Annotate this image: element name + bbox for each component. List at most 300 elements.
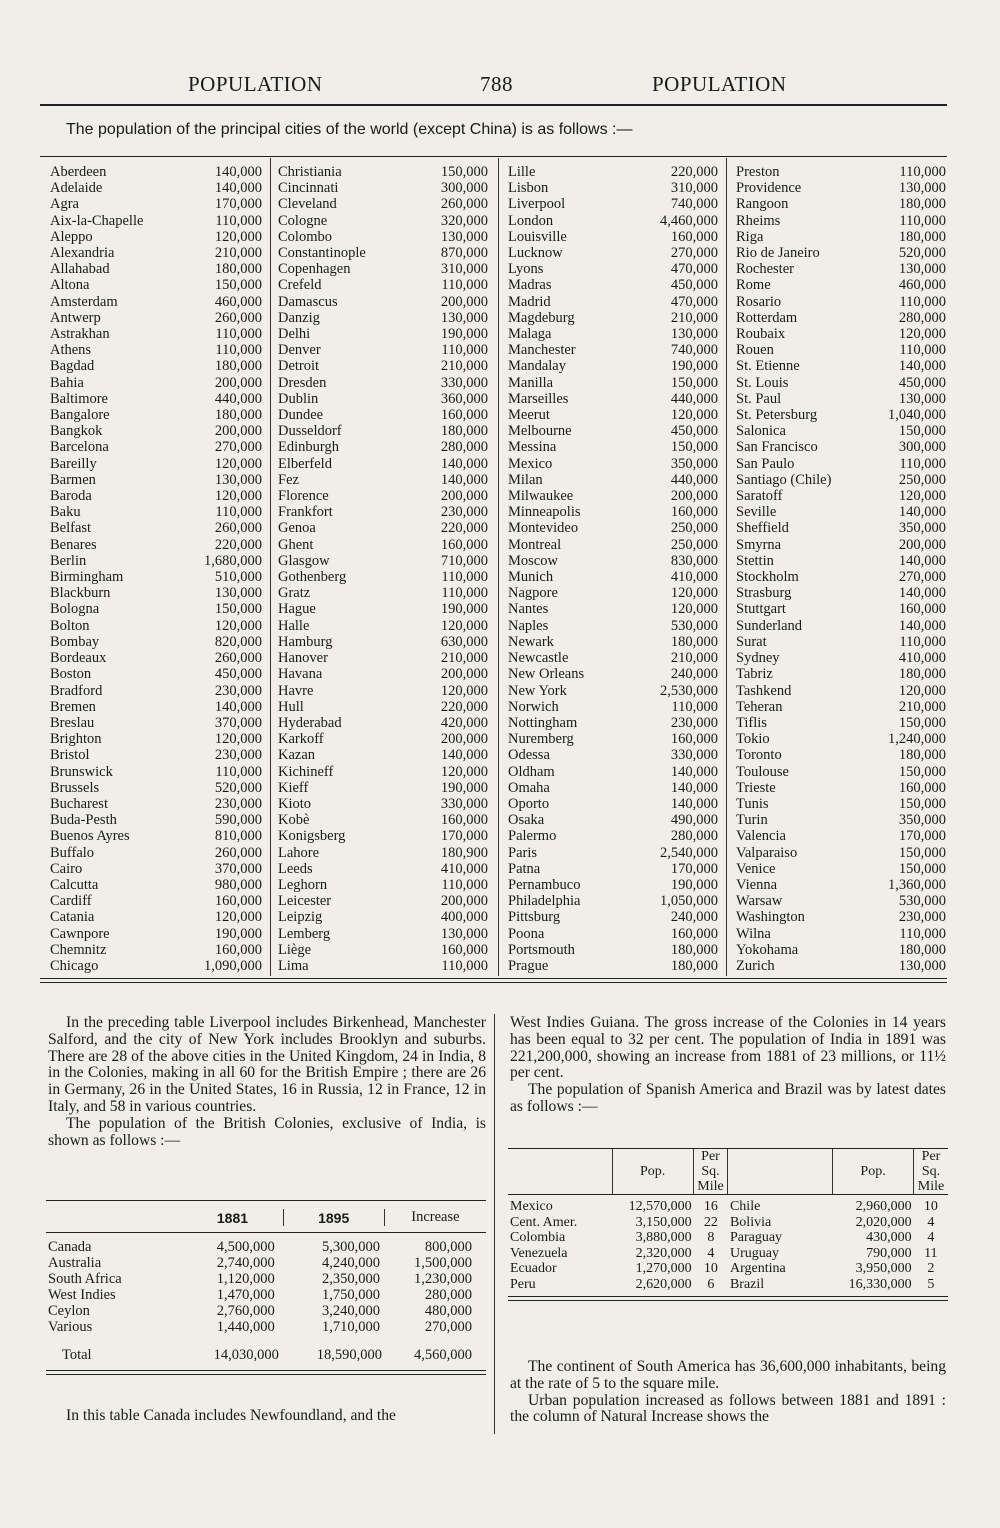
city-population: 270,000 <box>670 245 718 262</box>
country-density: 10 <box>923 1199 938 1214</box>
city-row <box>50 715 262 731</box>
city-name: Tashkend <box>736 682 792 699</box>
city-population: 130,000 <box>440 925 488 942</box>
city-name: St. Louis <box>736 374 789 391</box>
city-row <box>736 520 946 536</box>
city-row <box>736 618 946 634</box>
city-column-1 <box>50 164 262 974</box>
city-population: 120,000 <box>214 731 262 748</box>
column-divider <box>726 158 727 976</box>
city-population: 440,000 <box>214 390 262 407</box>
colonies-row <box>46 1287 486 1303</box>
city-name: Gothenberg <box>278 569 347 586</box>
city-name: Genoa <box>278 520 316 537</box>
city-row <box>50 780 262 796</box>
city-column-2 <box>278 164 488 974</box>
city-row <box>278 909 488 925</box>
city-row <box>508 391 718 407</box>
country-population: 2,320,000 <box>635 1245 692 1261</box>
city-row <box>508 245 718 261</box>
city-row <box>278 213 488 229</box>
city-row <box>50 893 262 909</box>
city-population: 110,000 <box>899 633 946 650</box>
city-name: Kioto <box>278 795 312 812</box>
city-name: Hamburg <box>278 633 333 650</box>
city-population: 110,000 <box>441 876 488 893</box>
city-row <box>508 180 718 196</box>
city-row <box>278 893 488 909</box>
city-population: 710,000 <box>440 552 488 569</box>
total-increase: 4,560,000 <box>414 1347 472 1363</box>
city-row <box>50 488 262 504</box>
city-population: 180,000 <box>670 941 718 958</box>
city-row <box>278 488 488 504</box>
country-name: Uruguay <box>729 1245 779 1261</box>
city-population: 170,000 <box>898 828 946 845</box>
city-row <box>508 196 718 212</box>
city-name: Palermo <box>508 828 557 845</box>
city-name: Manilla <box>508 374 554 391</box>
city-row <box>508 472 718 488</box>
city-row <box>508 650 718 666</box>
city-row <box>278 261 488 277</box>
city-population: 280,000 <box>898 309 946 326</box>
city-name: Yokohama <box>736 941 799 958</box>
city-name: Santiago (Chile) <box>736 471 832 488</box>
city-name: Athens <box>50 342 92 359</box>
header-left-title: POPULATION <box>188 72 323 96</box>
city-row <box>508 780 718 796</box>
country-name: Bolivia <box>729 1214 772 1230</box>
city-population: 450,000 <box>670 277 718 294</box>
city-row <box>508 456 718 472</box>
city-name: Bordeaux <box>50 650 107 667</box>
right-paragraph-4: Urban population increased as follows between 1881 and 1891 : the column of Natural Increase shows the <box>510 1391 946 1426</box>
city-row <box>508 585 718 601</box>
city-row <box>50 683 262 699</box>
city-row <box>508 439 718 455</box>
city-row <box>736 358 946 374</box>
city-row <box>50 634 262 650</box>
city-population: 180,000 <box>898 747 946 764</box>
city-row <box>508 618 718 634</box>
city-name: Leipzig <box>278 909 323 926</box>
city-population: 740,000 <box>670 196 718 213</box>
city-name: Boston <box>50 666 92 683</box>
city-row <box>50 180 262 196</box>
city-name: Wilna <box>736 925 771 942</box>
spanish-america-table <box>508 1148 948 1301</box>
city-row <box>736 666 946 682</box>
city-population: 870,000 <box>440 245 488 262</box>
left-paragraph-bottom <box>48 1408 486 1425</box>
city-row <box>736 764 946 780</box>
country-population: 3,150,000 <box>635 1214 692 1230</box>
city-name: Sheffield <box>736 520 789 537</box>
city-row <box>50 942 262 958</box>
city-name: Toronto <box>736 747 782 764</box>
country-population: 2,960,000 <box>855 1199 912 1214</box>
colony-value: 4,240,000 <box>321 1255 380 1271</box>
city-row <box>736 407 946 423</box>
city-population: 160,000 <box>670 228 718 245</box>
colony-name: Australia <box>48 1255 102 1271</box>
colony-value: 2,740,000 <box>216 1255 275 1271</box>
city-name: Nantes <box>508 601 549 618</box>
city-population: 1,240,000 <box>888 731 946 748</box>
city-population: 200,000 <box>440 488 488 505</box>
city-population: 120,000 <box>898 682 946 699</box>
city-population: 110,000 <box>215 504 262 521</box>
city-name: Magdeburg <box>508 309 575 326</box>
city-row <box>736 229 946 245</box>
city-row <box>278 164 488 180</box>
colony-name: South Africa <box>48 1271 122 1287</box>
city-population: 120,000 <box>670 601 718 618</box>
city-name: Lille <box>508 164 536 180</box>
city-population: 230,000 <box>214 747 262 764</box>
city-population: 410,000 <box>898 650 946 667</box>
city-population: 110,000 <box>215 326 262 343</box>
city-population: 2,530,000 <box>660 682 718 699</box>
city-population: 230,000 <box>440 504 488 521</box>
colony-value: 3,240,000 <box>321 1303 380 1319</box>
city-name: San Paulo <box>736 455 795 472</box>
city-name: Dundee <box>278 407 324 424</box>
city-row <box>736 926 946 942</box>
city-population: 520,000 <box>898 245 946 262</box>
city-name: Kazan <box>278 747 316 764</box>
colonies-row <box>46 1319 486 1335</box>
city-name: Poona <box>508 925 545 942</box>
city-row <box>278 828 488 844</box>
city-row <box>50 537 262 553</box>
city-population: 250,000 <box>898 471 946 488</box>
country-name: Ecuador <box>510 1261 557 1276</box>
city-row <box>508 164 718 180</box>
city-row <box>736 585 946 601</box>
column-divider <box>270 158 271 976</box>
city-name: Naples <box>508 617 549 634</box>
city-name: Barcelona <box>50 439 109 456</box>
city-name: Montevideo <box>508 520 579 537</box>
city-row <box>50 245 262 261</box>
city-name: Denver <box>278 342 321 359</box>
city-row <box>508 504 718 520</box>
city-row <box>50 391 262 407</box>
city-population: 190,000 <box>440 601 488 618</box>
city-name: Aberdeen <box>50 164 107 180</box>
city-name: Buffalo <box>50 844 95 861</box>
city-name: Bolton <box>50 617 90 634</box>
city-name: Aleppo <box>50 228 93 245</box>
city-row <box>736 342 946 358</box>
city-population: 130,000 <box>898 261 946 278</box>
city-name: Chicago <box>50 957 99 974</box>
city-name: Zurich <box>736 957 775 974</box>
city-name: Amsterdam <box>50 293 118 310</box>
city-population: 810,000 <box>214 828 262 845</box>
city-population: 330,000 <box>440 795 488 812</box>
total-1895: 18,590,000 <box>316 1347 382 1363</box>
city-population: 140,000 <box>898 504 946 521</box>
city-name: Tiflis <box>736 714 767 731</box>
city-name: Cawnpore <box>50 925 110 942</box>
city-row <box>736 391 946 407</box>
city-population: 150,000 <box>440 164 488 180</box>
country-population: 790,000 <box>866 1245 912 1261</box>
column-divider <box>498 158 499 976</box>
city-name: Lemberg <box>278 925 331 942</box>
city-population: 120,000 <box>440 763 488 780</box>
city-name: Odessa <box>508 747 550 764</box>
city-population: 300,000 <box>440 180 488 197</box>
city-row <box>508 764 718 780</box>
city-row <box>278 391 488 407</box>
city-name: Lyons <box>508 261 544 278</box>
city-population: 450,000 <box>214 666 262 683</box>
city-name: Marseilles <box>508 390 569 407</box>
city-population: 210,000 <box>670 309 718 326</box>
city-row <box>278 618 488 634</box>
city-name: Vienna <box>736 876 778 893</box>
city-row <box>278 699 488 715</box>
city-population: 130,000 <box>440 228 488 245</box>
city-name: Prague <box>508 957 549 974</box>
city-row <box>278 747 488 763</box>
colony-value: 2,350,000 <box>321 1271 380 1287</box>
city-population: 260,000 <box>214 844 262 861</box>
city-name: Stuttgart <box>736 601 786 618</box>
country-name: Chile <box>729 1199 761 1214</box>
city-row <box>278 926 488 942</box>
city-row <box>508 358 718 374</box>
city-row <box>736 715 946 731</box>
city-population: 830,000 <box>670 552 718 569</box>
city-population: 1,680,000 <box>204 552 262 569</box>
city-row <box>50 472 262 488</box>
country-density: 2 <box>927 1261 935 1276</box>
city-row <box>508 893 718 909</box>
city-name: Salonica <box>736 423 786 440</box>
city-name: Chemnitz <box>50 941 107 958</box>
city-row <box>50 439 262 455</box>
city-name: Aix-la-Chapelle <box>50 212 144 229</box>
city-name: Bangalore <box>50 407 110 424</box>
city-name: Ghent <box>278 536 314 553</box>
colony-name: West Indies <box>48 1287 116 1303</box>
city-name: Munich <box>508 569 554 586</box>
city-population: 150,000 <box>898 795 946 812</box>
city-name: Bologna <box>50 601 100 618</box>
city-name: Kobè <box>278 812 310 829</box>
city-name: Damascus <box>278 293 338 310</box>
city-row <box>736 196 946 212</box>
city-row <box>736 326 946 342</box>
city-name: Riga <box>736 228 764 245</box>
city-name: Rio de Janeiro <box>736 245 820 262</box>
city-row <box>50 926 262 942</box>
city-name: Patna <box>508 860 541 877</box>
city-row <box>736 504 946 520</box>
city-population: 150,000 <box>898 763 946 780</box>
city-population: 120,000 <box>214 909 262 926</box>
city-name: Breslau <box>50 714 95 731</box>
city-row <box>508 683 718 699</box>
city-row <box>736 699 946 715</box>
city-population: 980,000 <box>214 876 262 893</box>
city-row <box>50 504 262 520</box>
city-population: 150,000 <box>670 439 718 456</box>
city-row <box>50 699 262 715</box>
city-population: 1,040,000 <box>888 407 946 424</box>
city-row <box>278 423 488 439</box>
city-population: 260,000 <box>214 309 262 326</box>
sp-header-per-1: Per Sq. Mile <box>693 1149 728 1194</box>
city-row <box>278 326 488 342</box>
right-paragraph-2: The population of Spanish America and Brazil was by latest dates as follows :— <box>510 1081 946 1115</box>
city-row <box>736 537 946 553</box>
city-name: Oporto <box>508 795 550 812</box>
city-name: Seville <box>736 504 777 521</box>
city-row <box>50 601 262 617</box>
country-population: 430,000 <box>866 1230 912 1245</box>
city-name: Baku <box>50 504 81 521</box>
table-bottom-rule-2 <box>40 982 947 983</box>
country-density: 5 <box>927 1276 935 1292</box>
city-population: 370,000 <box>214 860 262 877</box>
city-name: Bombay <box>50 633 100 650</box>
city-row <box>278 407 488 423</box>
city-row <box>736 277 946 293</box>
city-name: Brunswick <box>50 763 113 780</box>
city-row <box>278 942 488 958</box>
country-population: 12,570,000 <box>628 1199 692 1214</box>
left-paragraph-2: The population of the British Colonies, exclusive of India, is shown as follows :— <box>48 1114 486 1149</box>
city-population: 1,090,000 <box>204 957 262 974</box>
city-name: Brussels <box>50 779 100 796</box>
city-population: 160,000 <box>214 893 262 910</box>
page-number: 788 <box>480 72 513 96</box>
city-name: Milwaukee <box>508 488 574 505</box>
city-row <box>50 845 262 861</box>
city-name: Surat <box>736 633 767 650</box>
city-population: 220,000 <box>670 164 718 180</box>
country-population: 16,330,000 <box>848 1276 912 1292</box>
city-row <box>278 245 488 261</box>
city-name: Minneapolis <box>508 504 581 521</box>
city-name: Turin <box>736 812 768 829</box>
city-row <box>508 488 718 504</box>
city-name: Birmingham <box>50 569 124 586</box>
city-population: 180,000 <box>214 407 262 424</box>
city-name: Blackburn <box>50 585 111 602</box>
city-row <box>508 213 718 229</box>
city-name: Bangkok <box>50 423 103 440</box>
city-population: 320,000 <box>440 212 488 229</box>
city-row <box>508 909 718 925</box>
city-population: 120,000 <box>440 682 488 699</box>
city-row <box>278 764 488 780</box>
city-row <box>50 796 262 812</box>
left-paragraph-3: In this table Canada includes Newfoundland, and the <box>66 1407 396 1424</box>
city-row <box>508 601 718 617</box>
city-row <box>736 877 946 893</box>
city-population: 110,000 <box>215 212 262 229</box>
city-population: 160,000 <box>670 731 718 748</box>
city-name: Cleveland <box>278 196 337 213</box>
total-1881: 14,030,000 <box>213 1347 279 1363</box>
city-population: 160,000 <box>440 941 488 958</box>
city-name: Cairo <box>50 860 83 877</box>
city-name: Buda-Pesth <box>50 812 117 829</box>
city-name: Hyderabad <box>278 714 342 731</box>
right-paragraph-3: The continent of South America has 36,600,000 inhabitants, being at the rate of 5 to the square mile. <box>510 1358 946 1392</box>
city-population: 140,000 <box>214 698 262 715</box>
city-row <box>508 537 718 553</box>
city-name: Manchester <box>508 342 576 359</box>
country-population: 2,620,000 <box>635 1276 692 1292</box>
city-population: 280,000 <box>670 828 718 845</box>
city-row <box>50 812 262 828</box>
city-row <box>50 261 262 277</box>
city-row <box>50 877 262 893</box>
city-row <box>736 634 946 650</box>
city-name: Adelaide <box>50 180 103 197</box>
city-row <box>278 294 488 310</box>
city-population: 450,000 <box>670 423 718 440</box>
city-row <box>50 342 262 358</box>
city-name: Elberfeld <box>278 455 332 472</box>
city-row <box>50 585 262 601</box>
city-name: Rouen <box>736 342 774 359</box>
city-name: Louisville <box>508 228 567 245</box>
city-row <box>50 196 262 212</box>
city-name: Havana <box>278 666 323 683</box>
city-name: Liverpool <box>508 196 566 213</box>
table-top-rule <box>40 156 947 157</box>
country-density: 4 <box>927 1230 935 1245</box>
city-population: 170,000 <box>440 828 488 845</box>
city-population: 110,000 <box>899 164 946 180</box>
country-density: 8 <box>707 1230 715 1245</box>
city-row <box>278 520 488 536</box>
sp-header-per-2: Per Sq. Mile <box>917 1149 945 1194</box>
city-row <box>278 666 488 682</box>
city-row <box>278 553 488 569</box>
city-row <box>736 845 946 861</box>
city-name: Rangoon <box>736 196 789 213</box>
city-population: 160,000 <box>670 504 718 521</box>
city-row <box>278 731 488 747</box>
city-population: 400,000 <box>440 909 488 926</box>
colonies-header-1895: 1895 <box>283 1209 384 1226</box>
city-name: Newcastle <box>508 650 569 667</box>
city-population: 110,000 <box>899 212 946 229</box>
city-population: 330,000 <box>670 747 718 764</box>
city-population: 120,000 <box>898 488 946 505</box>
city-row <box>736 164 946 180</box>
city-population: 130,000 <box>898 390 946 407</box>
city-row <box>736 261 946 277</box>
city-row <box>508 845 718 861</box>
city-row <box>278 569 488 585</box>
city-name: Baltimore <box>50 390 108 407</box>
city-population: 180,000 <box>670 957 718 974</box>
city-population: 240,000 <box>670 909 718 926</box>
city-name: Rheims <box>736 212 781 229</box>
city-name: Berlin <box>50 552 87 569</box>
